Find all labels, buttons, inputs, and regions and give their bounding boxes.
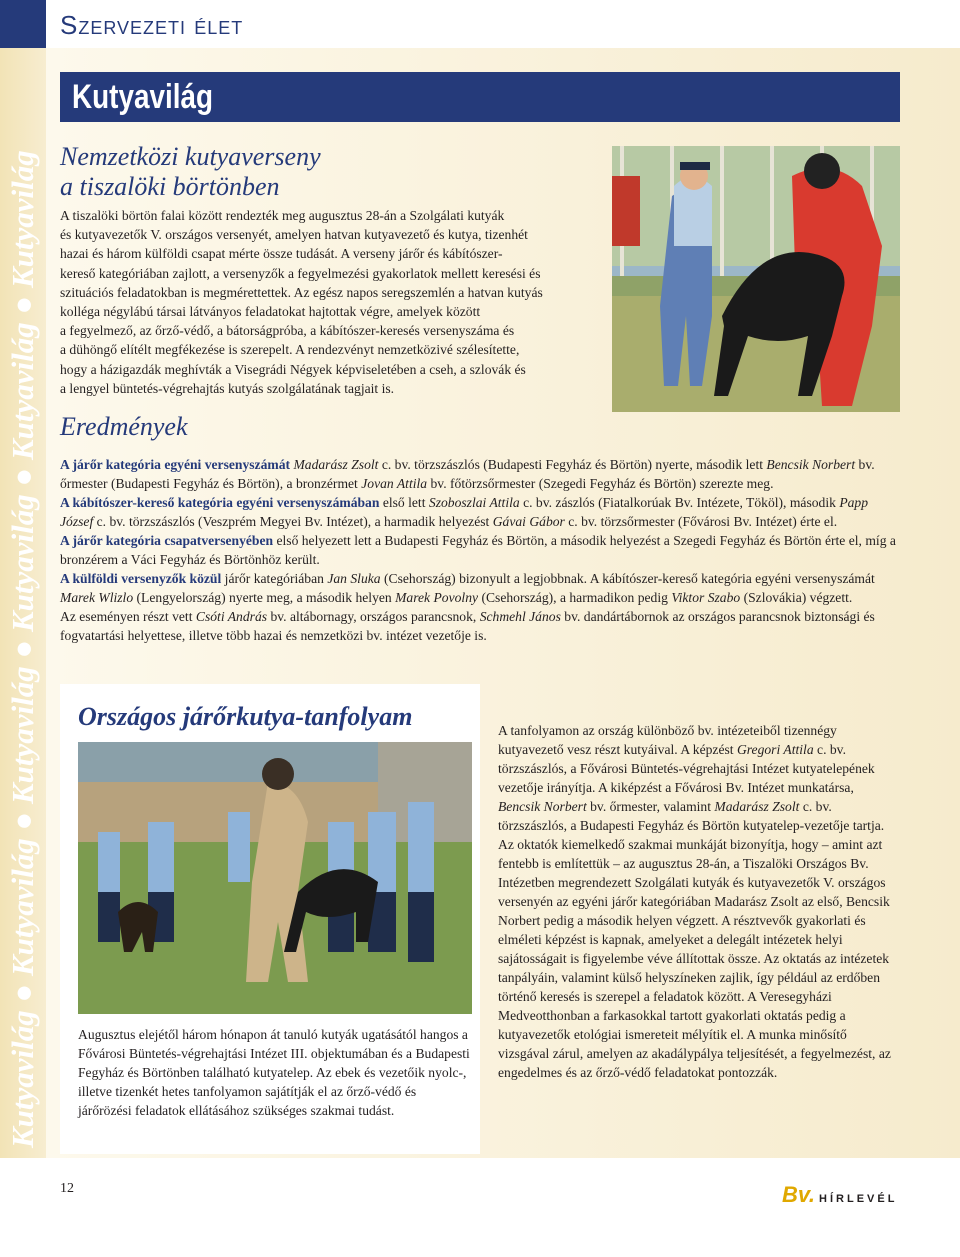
text: A tanfolyamon az ország különböző bv. intézeteiből tizennégy kutyavezető vesz részt kutyáival. A képzést	[498, 723, 837, 757]
logo-bv: Bv.	[782, 1182, 816, 1207]
article2-body	[498, 721, 898, 1082]
person-name: Csóti András	[195, 609, 268, 624]
person-name: Gregori Attila	[736, 742, 814, 757]
article2-caption: Augusztus elejétől három hónapon át tanuló kutyák ugatásától hangos a Fővárosi Büntetés-végrehajtási Intézet III. objektumában és a Budapesti Fegyház és Börtönben található kutyatelep. Az ebek és vezetőik nyolc-, illetve tizenkét hetes tanfolyamon sajátítják el az őrző-védő és járőrözési feladatok ellátásához szükséges szakmai tudást.	[78, 1027, 470, 1118]
article1-line: hazai és három külföldi csapat mérte össze tudását. A verseny járőr és kábítószer-	[60, 246, 503, 262]
article1-line: és kutyavezetők V. országos versenyét, amelyen hatvan kutyavezető és kutya, tizenhét	[60, 227, 528, 243]
person-name: Gávai Gábor	[492, 514, 565, 529]
person-name: Jan Sluka	[327, 571, 381, 586]
person-name: Jovan Attila	[361, 476, 428, 491]
text: (Csehország) bizonyult a legjobbnak. A kábítószer-kereső kategória egyéni versenyszámát	[383, 571, 875, 586]
lead: A járőr kategória csapatversenyében	[60, 533, 274, 548]
article1-title-line2: a tiszalöki börtönben	[60, 172, 280, 201]
article1-line: hogy a házigazdák meghívták a Visegrádi Négyek képviseletében a cseh, a szlovák és	[60, 361, 526, 377]
text: járőr kategóriában	[224, 571, 324, 586]
article1-line: A tiszalöki börtön falai között rendezték meg augusztus 28-án a Szolgálati kutyák	[60, 208, 505, 223]
photo-dog-attack	[612, 146, 900, 412]
person-name: Madarász Zsolt	[714, 799, 800, 814]
person-name: Viktor Szabo	[671, 590, 741, 605]
header-accent	[0, 0, 46, 48]
section-title: Szervezeti élet	[60, 10, 244, 40]
photo-training-group	[78, 742, 472, 1014]
publication-logo	[782, 1182, 897, 1208]
text: első helyezett lett a Budapesti Fegyház és Börtön, a második helyezést a Szegedi Fegyház és Börtön érte el, míg a bronzérem a Váci Fegyház és Börtönhöz került.	[60, 533, 896, 567]
results-title: Eredmények	[60, 412, 188, 441]
text: c. bv. zászlós (Fiatalkorúak Bv. Intézete, Tököl), második	[523, 495, 836, 510]
text: c. bv. törzszászlós (Veszprém Megyei Bv. Intézet), a harmadik helyezést	[96, 514, 490, 529]
result-patrol-team	[60, 531, 902, 569]
person-name: Schmehl János	[479, 609, 561, 624]
text: bv. őrmester (Budapesti Fegyház és Börtön), a bronzérmet	[60, 457, 875, 491]
article1-body	[60, 206, 600, 398]
article1-line: a lengyel büntetés-végrehajtás kutyás szolgálatának tagjait is.	[60, 380, 395, 396]
article2-title: Országos járőrkutya-tanfolyam	[78, 702, 413, 731]
text: c. bv. törzszászlós, a Fővárosi Büntetés-végrehajtási Intézet kutyatelepének vezetője irányítja. A kiképzést a Fővárosi Bv. Intézet munkatársa,	[498, 742, 875, 795]
text: első lett	[382, 495, 426, 510]
side-banner-text: Kutyavilág ● Kutyavilág ● Kutyavilág ● Kutyavilág ● Kutyavilág ● Kutyavilág	[5, 150, 40, 1148]
text: (Lengyelország) nyerte meg, a második helyen	[136, 590, 392, 605]
text: c. bv. törzsőrmester (Fővárosi Bv. Intézet) érte el.	[568, 514, 838, 529]
text: (Csehország), a harmadikon pedig	[481, 590, 668, 605]
text: bv. főtörzsőrmester (Szegedi Fegyház és Börtön) szerezte meg.	[430, 476, 774, 491]
article1-line: szituációs feladatokban is megmérettettek. Az egész napos seregszemlén a hatvan kutyás	[60, 284, 543, 300]
header	[0, 0, 960, 48]
text: c. bv. törzszászlós (Budapesti Fegyház és Börtön) nyerte, második lett	[381, 457, 763, 472]
person-name: Szoboszlai Attila	[428, 495, 520, 510]
result-foreign	[60, 569, 902, 607]
person-name: Marek Povolny	[395, 590, 479, 605]
text: c. bv. törzszászlós, a Budapesti Fegyház és Börtön kutyatelep-vezetője tartja. Az oktatók kiemelkedő szakmai munkáját bizonyítja, hogy – amint azt fentebb is említettük – az augusztus 28-án, a Tiszalöki Országos Bv. Intézetben megrendezett Szolgálati kutyák és kutyavezetők V. országos versenyén az egyéni járőr kategóriában Madarász Zsolt az első, Bencsik Norbert pedig a második helyen végzett. A résztvevők gyakorlati és elméleti képzést is kapnak, amelyeket a delegált intézetek helyi sajátosságait is figyelembe véve állítottak össze. Az oktatás az intézetek tanpályáin, valamint külső helyszíneken zajlik, így például az erdőben történő keresés is szerepel a feladatok között. A Veresegyházi Medveotthonban a farkasokkal tartott gyakorlati oktatás pedig a kutyavezetők etológiai ismereteit mélyítik el. A munka minősítő vizsgával zárul, amelyen az akadálypálya teljesítését, a fegyelmezést, az engedelmes és az őrző-védő feladatokat pontozzák.	[498, 799, 891, 1080]
article1-line: a fegyelmező, az őrző-védő, a bátorságpróba, a kábítószer-keresés versenyszáma és	[60, 323, 515, 339]
text: bv. dandártábornok az országos parancsnok biztonsági és fogvatartási helyettese, illetve több hazai és nemzetközi bv. intézet vezetője is.	[60, 609, 875, 643]
result-attendees	[60, 607, 902, 645]
text: bv. őrmester, valamint	[590, 799, 712, 814]
text: (Szlovákia) végzett.	[743, 590, 853, 605]
page-number: 12	[60, 1181, 74, 1196]
side-banner	[0, 48, 46, 1158]
results-body	[60, 455, 902, 645]
article1-line: a dühöngő elítélt megfékezése is szerepelt. A rendezvényt nemzetközivé szélesítette,	[60, 342, 520, 358]
logo-text: HÍRLEVÉL	[819, 1193, 898, 1205]
article1-title-line1: Nemzetközi kutyaverseny	[60, 142, 321, 171]
article1-title	[60, 142, 321, 202]
text: bv. altábornagy, országos parancsnok,	[270, 609, 477, 624]
lead: A külföldi versenyzők közül	[60, 571, 222, 586]
headline: Kutyavilág	[72, 78, 214, 116]
result-patrol-individual	[60, 455, 902, 493]
person-name: Bencsik Norbert	[766, 457, 856, 472]
article1-line: kereső kategóriában zajlott, a versenyzők a fegyelmezési gyakorlatok mellett keresési és	[60, 265, 541, 281]
person-name: Bencsik Norbert	[498, 799, 587, 814]
lead: A járőr kategória egyéni versenyszámát	[60, 457, 291, 472]
person-name: Papp József	[60, 495, 869, 529]
person-name: Marek Wlizlo	[60, 590, 134, 605]
lead: A kábítószer-kereső kategória egyéni versenyszámában	[60, 495, 380, 510]
result-drug-individual	[60, 493, 902, 531]
text: Az eseményen részt vett	[60, 609, 193, 624]
article1-line: kolléga négylábú társai látványos feladatokat hajtottak végre, amelyek között	[60, 304, 481, 320]
person-name: Madarász Zsolt	[293, 457, 379, 472]
